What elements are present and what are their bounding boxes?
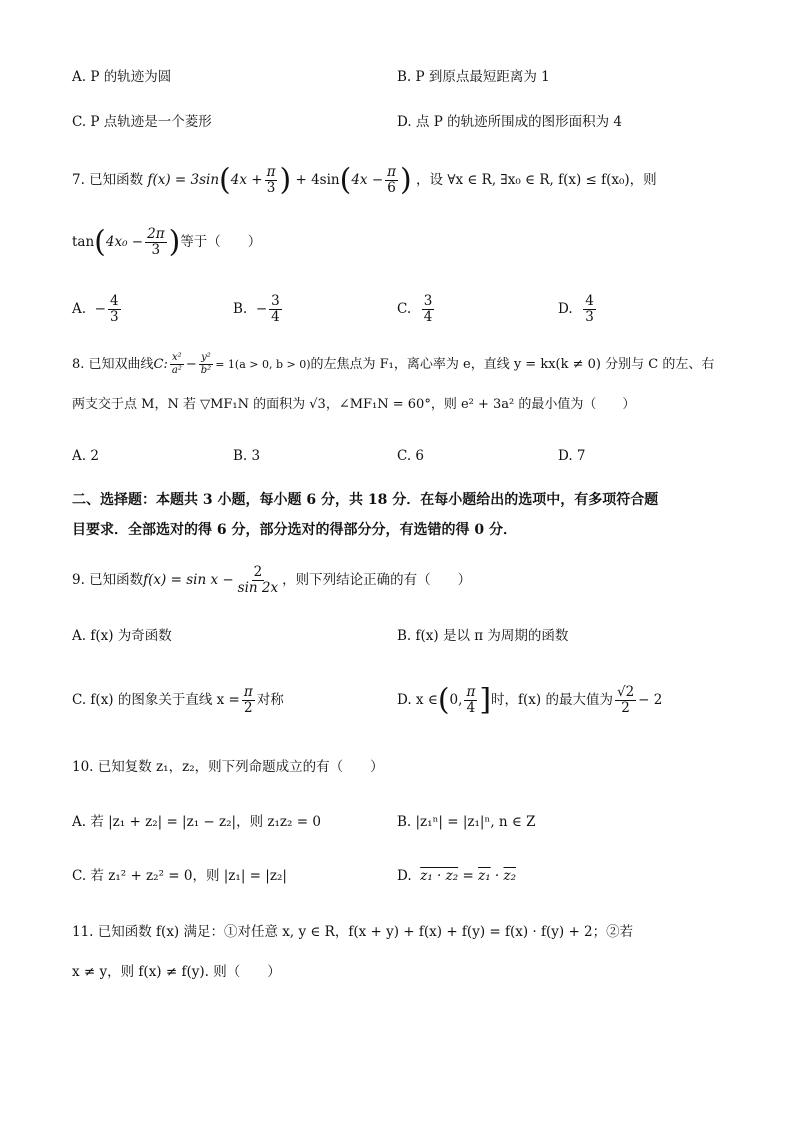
q8-stem: 8. 已知双曲线C: $\frac{\text{x²}}{\text{a²}}$ − $\frac{\text{y²}}{\text{b²}}$ = 1(a > 0, b > 0)的左焦点为 F₁，离心率为 e，直线 y = kx(k ≠ 0) 分别与 C 的左、右 xyxy=(72,352,715,376)
q8-option-a: A. 2 xyxy=(72,448,99,464)
q9-option-c: C. f(x) 的图象关于直线 x = $\frac{\pi}{2}$ 对称 xyxy=(72,684,284,716)
q9-stem: 9. 已知函数f(x) = sin x − $\frac{2}{\sin 2x}$ ，则下列结论正确的有（ ） xyxy=(72,564,472,596)
q6-option-b: B. P 到原点最短距离为 1 xyxy=(397,69,550,85)
q7-stem-cont: tan(4x₀ − $\frac{2\pi}{3}$ )等于（ ） xyxy=(72,224,262,260)
q8-option-c: C. 6 xyxy=(397,448,425,464)
q11-stem-cont: x ≠ y，则 f(x) ≠ f(y). 则（ ） xyxy=(72,964,281,980)
q11-stem: 11. 已知函数 f(x) 满足：①对任意 x, y ∈ R，f(x + y) + f(x) + f(y) = f(x) · f(y) + 2；②若 xyxy=(72,924,634,940)
q10-stem: 10. 已知复数 z₁，z₂，则下列命题成立的有（ ） xyxy=(72,759,384,775)
q8-option-b: B. 3 xyxy=(233,448,261,464)
section-2-heading-cont: 目要求．全部选对的得 6 分，部分选对的得部分分，有选错的得 0 分． xyxy=(72,522,517,538)
q10-option-a: A. 若 |z₁ + z₂| = |z₁ − z₂|，则 z₁z₂ = 0 xyxy=(72,814,321,830)
q6-option-d: D. 点 P 的轨迹所围成的图形面积为 4 xyxy=(397,114,622,130)
section-2-heading: 二、选择题：本题共 3 小题，每小题 6 分，共 18 分．在每小题给出的选项中，有多项符合题 xyxy=(72,492,659,508)
q9-option-d: D. x ∈(0, $\frac{\pi}{4}$ ]时，f(x) 的最大值为 $\frac{√2}{2}$ − 2 xyxy=(397,682,663,718)
q7-option-d: D. $\frac{4}{3}$ xyxy=(558,293,594,325)
q10-option-b: B. |z₁ⁿ| = |z₁|ⁿ, n ∈ Z xyxy=(397,814,536,830)
q8-option-d: D. 7 xyxy=(558,448,586,464)
q7-frac-pi-3: $\frac{\pi}{3}$ xyxy=(266,164,276,196)
q7-stem: 7. 已知函数 f(x) = 3sin(4x + $\frac{\pi}{3}$ ) + 4sin(4x − $\frac{\pi}{6}$ ) ，设 ∀x ∈ R, ∃x₀ ∈ R, f(x) ≤ f(x₀)，则 xyxy=(72,162,657,198)
q10-option-d: D. z₁ · z₂ = z₁ · z₂ xyxy=(397,868,517,884)
q7-option-c: C. $\frac{3}{4}$ xyxy=(397,293,433,325)
q7-option-b: B. − $\frac{3}{4}$ xyxy=(233,293,280,325)
q8-stem-cont: 两支交于点 M，N 若 ▽MF₁N 的面积为 √3，∠MF₁N = 60°，则 e² + 3a² 的最小值为（ ） xyxy=(72,397,636,412)
q7-frac-pi-6: $\frac{\pi}{6}$ xyxy=(387,164,397,196)
q9-option-a: A. f(x) 为奇函数 xyxy=(72,628,172,644)
q7-frac-2pi-3: $\frac{2\pi}{3}$ xyxy=(147,226,165,258)
q7-option-a: A. − $\frac{4}{3}$ xyxy=(72,293,119,325)
q9-option-b: B. f(x) 是以 π 为周期的函数 xyxy=(397,628,569,644)
q6-option-c: C. P 点轨迹是一个菱形 xyxy=(72,114,212,130)
q10-option-c: C. 若 z₁² + z₂² = 0，则 |z₁| = |z₂| xyxy=(72,868,287,884)
q6-option-a: A. P 的轨迹为圆 xyxy=(72,69,172,85)
